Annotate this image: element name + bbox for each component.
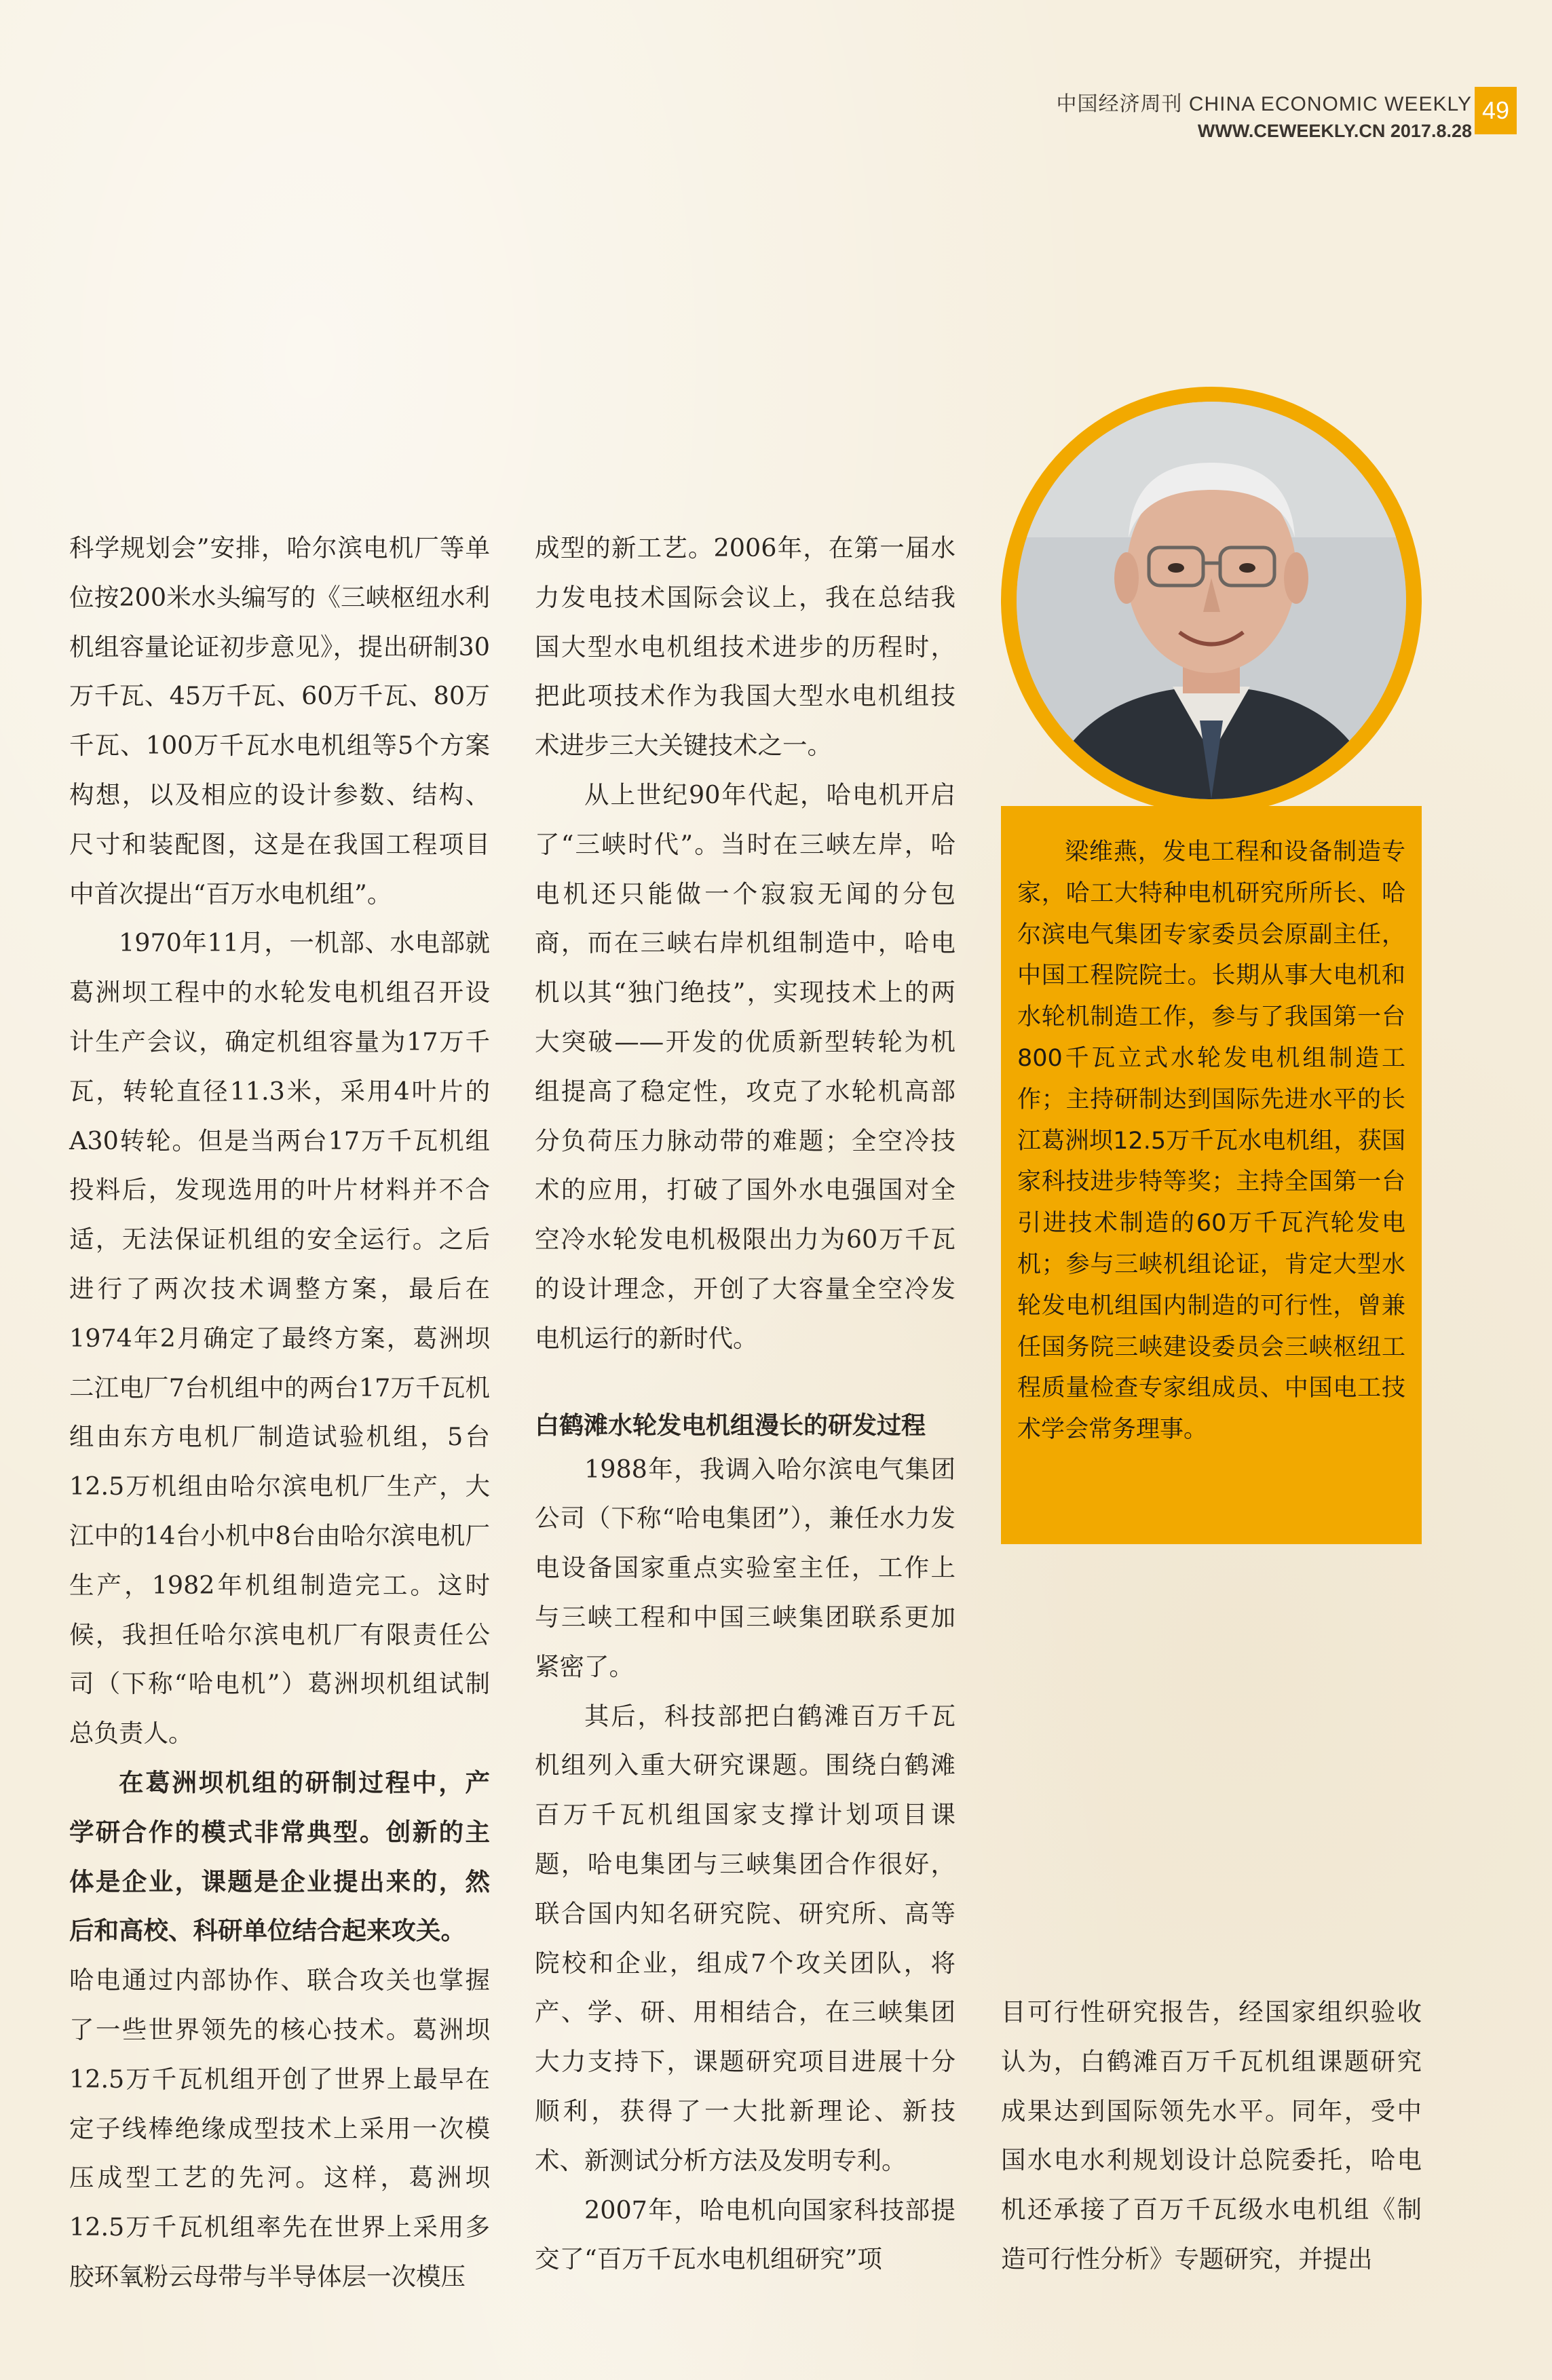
page-number: 49 [1475, 87, 1517, 134]
article-column-2 [535, 524, 955, 2284]
author-bio-box [1001, 806, 1422, 1544]
paragraph: 科学规划会”安排，哈尔滨电机厂等单位按200米水头编写的《三峡枢纽水利机组容量论证初步意见》，提出研制30万千瓦、45万千瓦、60万千瓦、80万千瓦、100万千瓦水电机组等5个方案构想，以及相应的设计参数、结构、尺寸和装配图，这是在我国工程项目中首次提出“百万水电机组”。 [69, 533, 490, 908]
portrait-of-liang-weiyan-icon [1017, 402, 1406, 799]
paragraph: 1988年，我调入哈尔滨电气集团公司（下称“哈电集团”），兼任水力发电设备国家重点实验室主任，工作上与三峡工程和中国三峡集团联系更加紧密了。 [535, 1454, 955, 1681]
author-bio-text: 梁维燕，发电工程和设备制造专家，哈工大特种电机研究所所长、哈尔滨电气集团专家委员会原副主任，中国工程院院士。长期从事大电机和水轮机制造工作，参与了我国第一台800千瓦立式水轮发电机组制造工作；主持研制达到国际先进水平的长江葛洲坝12.5万千瓦水电机组，获国家科技进步特等奖；主持全国第一台引进技术制造的60万千瓦汽轮发电机；参与三峡机组论证，肯定大型水轮发电机组国内制造的可行性，曾兼任国务院三峡建设委员会三峡枢纽工程质量检查专家组成员、中国电工技术学会常务理事。 [1017, 839, 1405, 1444]
paragraph: 2007年，哈电机向国家科技部提交了“百万千瓦水电机组研究”项 [535, 2195, 955, 2274]
section-heading: 白鹤滩水轮发电机组漫长的研发过程 [535, 1411, 926, 1440]
article-column-3 [1001, 1988, 1422, 2284]
page-header [1056, 87, 1472, 142]
magazine-name: 中国经济周刊 CHINA ECONOMIC WEEKLY [1056, 93, 1472, 115]
paragraph: 其后，科技部把白鹤滩百万千瓦机组列入重大研究课题。围绕白鹤滩百万千瓦机组国家支撑计划项目课题，哈电集团与三峡集团合作很好，联合国内知名研究院、研究所、高等院校和企业，组成7个攻关团队，将产、学、研、用相结合，在三峡集团大力支持下，课题研究项目进展十分顺利，获得了一大批新理论、新技术、新测试分析方法及发明专利。 [535, 1701, 955, 2175]
article-column-1 [69, 524, 490, 2302]
bold-paragraph: 在葛洲坝机组的研制过程中，产学研合作的模式非常典型。创新的主体是企业，课题是企业提出来的，然后和高校、科研单位结合起来攻关。 [69, 1767, 490, 1946]
paragraph: 从上世纪90年代起，哈电机开启了“三峡时代”。当时在三峡左岸，哈电机还只能做一个寂寂无闻的分包商，而在三峡右岸机组制造中，哈电机以其“独门绝技”，实现技术上的两大突破——开发的优质新型转轮为机组提高了稳定性，攻克了水轮机高部分负荷压力脉动带的难题；全空冷技术的应用，打破了国外水电强国对全空冷水轮发电机极限出力为60万千瓦的设计理念，开创了大容量全空冷发电机运行的新时代。 [535, 780, 955, 1353]
paragraph: 成型的新工艺。2006年，在第一届水力发电技术国际会议上，我在总结我国大型水电机组技术进步的历程时，把此项技术作为我国大型水电机组技术进步三大关键技术之一。 [535, 533, 955, 761]
website-date: WWW.CEWEEKLY.CN 2017.8.28 [1197, 121, 1472, 141]
portrait-photo [1017, 402, 1406, 799]
paragraph: 1970年11月，一机部、水电部就葛洲坝工程中的水轮发电机组召开设计生产会议，确定机组容量为17万千瓦，转轮直径11.3米，采用4叶片的A30转轮。但是当两台17万千瓦机组投料后，发现选用的叶片材料并不合适，无法保证机组的安全运行。之后进行了两次技术调整方案，最后在1974年2月确定了最终方案，葛洲坝二江电厂7台机组中的两台17万千瓦机组由东方电机厂制造试验机组，5台12.5万机组由哈尔滨电机厂生产，大江中的14台小机中8台由哈尔滨电机厂生产，1982年机组制造完工。这时候，我担任哈尔滨电机厂有限责任公司（下称“哈电机”）葛洲坝机组试制总负责人。 [69, 928, 490, 1748]
paragraph: 哈电通过内部协作、联合攻关也掌握了一些世界领先的核心技术。葛洲坝12.5万千瓦机组开创了世界上最早在定子线棒绝缘成型技术上采用一次模压成型工艺的先河。这样，葛洲坝12.5万千瓦机组率先在世界上采用多胶环氧粉云母带与半导体层一次模压 [69, 1965, 490, 2291]
paragraph: 目可行性研究报告，经国家组织验收认为，白鹤滩百万千瓦机组课题研究成果达到国际领先水平。同年，受中国水电水利规划设计总院委托，哈电机还承接了百万千瓦级水电机组《制造可行性分析》专题研究，并提出 [1001, 1997, 1422, 2273]
